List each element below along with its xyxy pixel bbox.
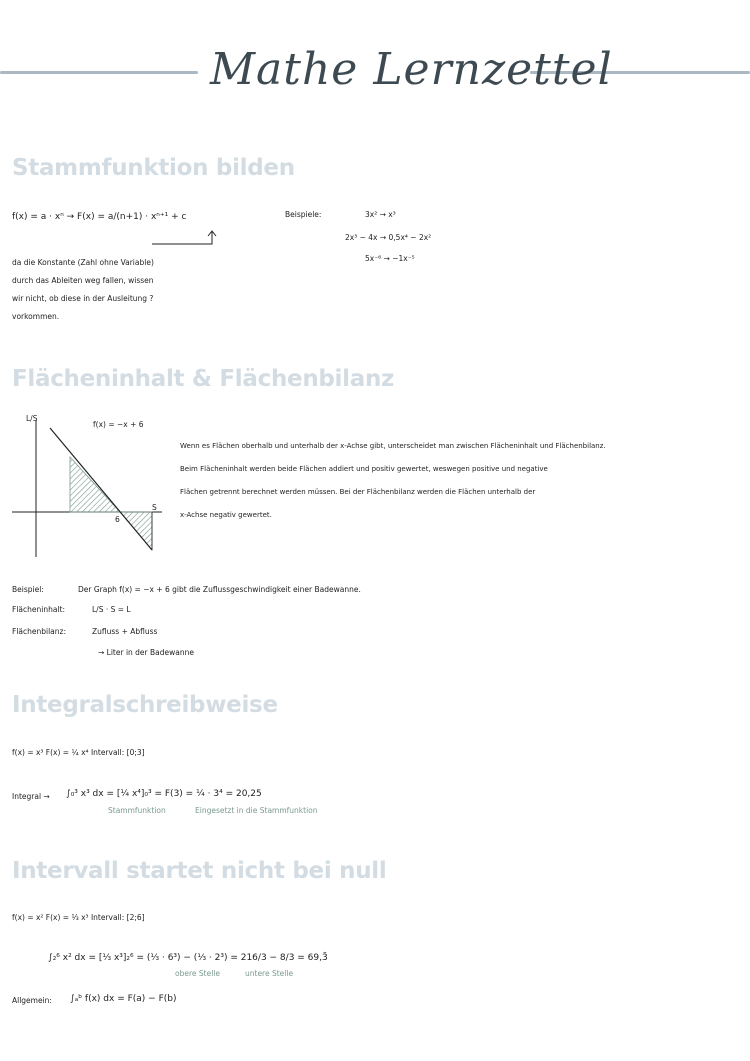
graph-function-label: f(x) = −x + 6 (93, 420, 144, 429)
integral-expression: ∫₀³ x³ dx = [¼ x⁴]₀³ = F(3) = ¼ · 3⁴ = 20,25 (66, 789, 262, 799)
example-1: 3x² → x³ (365, 210, 396, 219)
graph-y-label: L/S (26, 414, 38, 423)
flaeche-paragraph-line: x-Achse negativ gewertet. (180, 511, 272, 519)
integral-functions: f(x) = x³ F(x) = ¼ x⁴ Intervall: [0;3] (12, 748, 145, 757)
section-heading-stammfunktion: Stammfunktion bilden (12, 155, 295, 181)
note-untere-stelle: untere Stelle (245, 969, 294, 978)
inhalt-label: Flächeninhalt: (12, 605, 65, 614)
note-eingesetzt: Eingesetzt in die Stammfunktion (195, 806, 318, 815)
page-title: Mathe Lernzettel (210, 44, 613, 95)
section-heading-flaeche: Flächeninhalt & Flächenbilanz (12, 366, 395, 392)
flaeche-paragraph-line: Beim Flächeninhalt werden beide Flächen addiert und positiv gewertet, weswegen positive und negative (180, 465, 548, 473)
intervall-expression: ∫₂⁶ x² dx = [⅓ x³]₂⁶ = (⅓ · 6³) − (⅓ · 2³) = 216/3 − 8/3 = 69,3̄ (48, 953, 328, 963)
stamm-note-line: wir nicht, ob diese in der Ausleitung ? (12, 294, 154, 303)
section-heading-intervall: Intervall startet nicht bei null (12, 858, 387, 884)
examples-label: Beispiele: (285, 210, 322, 219)
stamm-note (12, 254, 242, 326)
general-label: Allgemein: (12, 996, 52, 1005)
integral-label: Integral → (12, 792, 50, 801)
stamm-note-line: da die Konstante (Zahl ohne Variable) (12, 258, 154, 267)
title-rule-left (0, 71, 198, 74)
bilanz-value: Zufluss + Abfluss (92, 627, 158, 636)
intervall-functions: f(x) = x² F(x) = ⅓ x³ Intervall: [2;6] (12, 913, 145, 922)
stamm-note-line: durch das Ableiten weg fallen, wissen (12, 276, 154, 285)
graph-root-label: 6 (115, 515, 120, 524)
graph-x-label: S (152, 503, 157, 512)
beispiel-label: Beispiel: (12, 585, 44, 594)
flaeche-paragraph-line: Flächen getrennt berechnet werden müssen. Bei der Flächenbilanz werden die Flächen unterhalb der (180, 488, 536, 496)
inhalt-value: L/S · S = L (92, 605, 131, 614)
section-heading-integral: Integralschreibweise (12, 692, 278, 718)
general-expression: ∫ₐᵇ f(x) dx = F(a) − F(b) (70, 994, 177, 1004)
flaeche-paragraph-line: Wenn es Flächen oberhalb und unterhalb der x-Achse gibt, unterscheidet man zwischen Flächeninhalt und Flächenbilanz. (180, 442, 606, 450)
note-stammfunktion: Stammfunktion (108, 806, 166, 815)
flaeche-paragraph (180, 435, 745, 527)
bilanz-note: → Liter in der Badewanne (98, 648, 194, 657)
bilanz-label: Flächenbilanz: (12, 627, 66, 636)
constant-arrow (150, 228, 220, 248)
beispiel-text: Der Graph f(x) = −x + 6 gibt die Zuflussgeschwindigkeit einer Badewanne. (78, 585, 361, 594)
stamm-note-line: vorkommen. (12, 312, 60, 321)
example-2: 2x³ − 4x → 0,5x⁴ − 2x² (345, 233, 432, 242)
stamm-formula: f(x) = a · xⁿ → F(x) = a/(n+1) · xⁿ⁺¹ + c (12, 212, 187, 222)
note-obere-stelle: obere Stelle (175, 969, 220, 978)
example-3: 5x⁻⁶ → −1x⁻⁵ (365, 254, 415, 263)
area-graph (12, 412, 172, 562)
